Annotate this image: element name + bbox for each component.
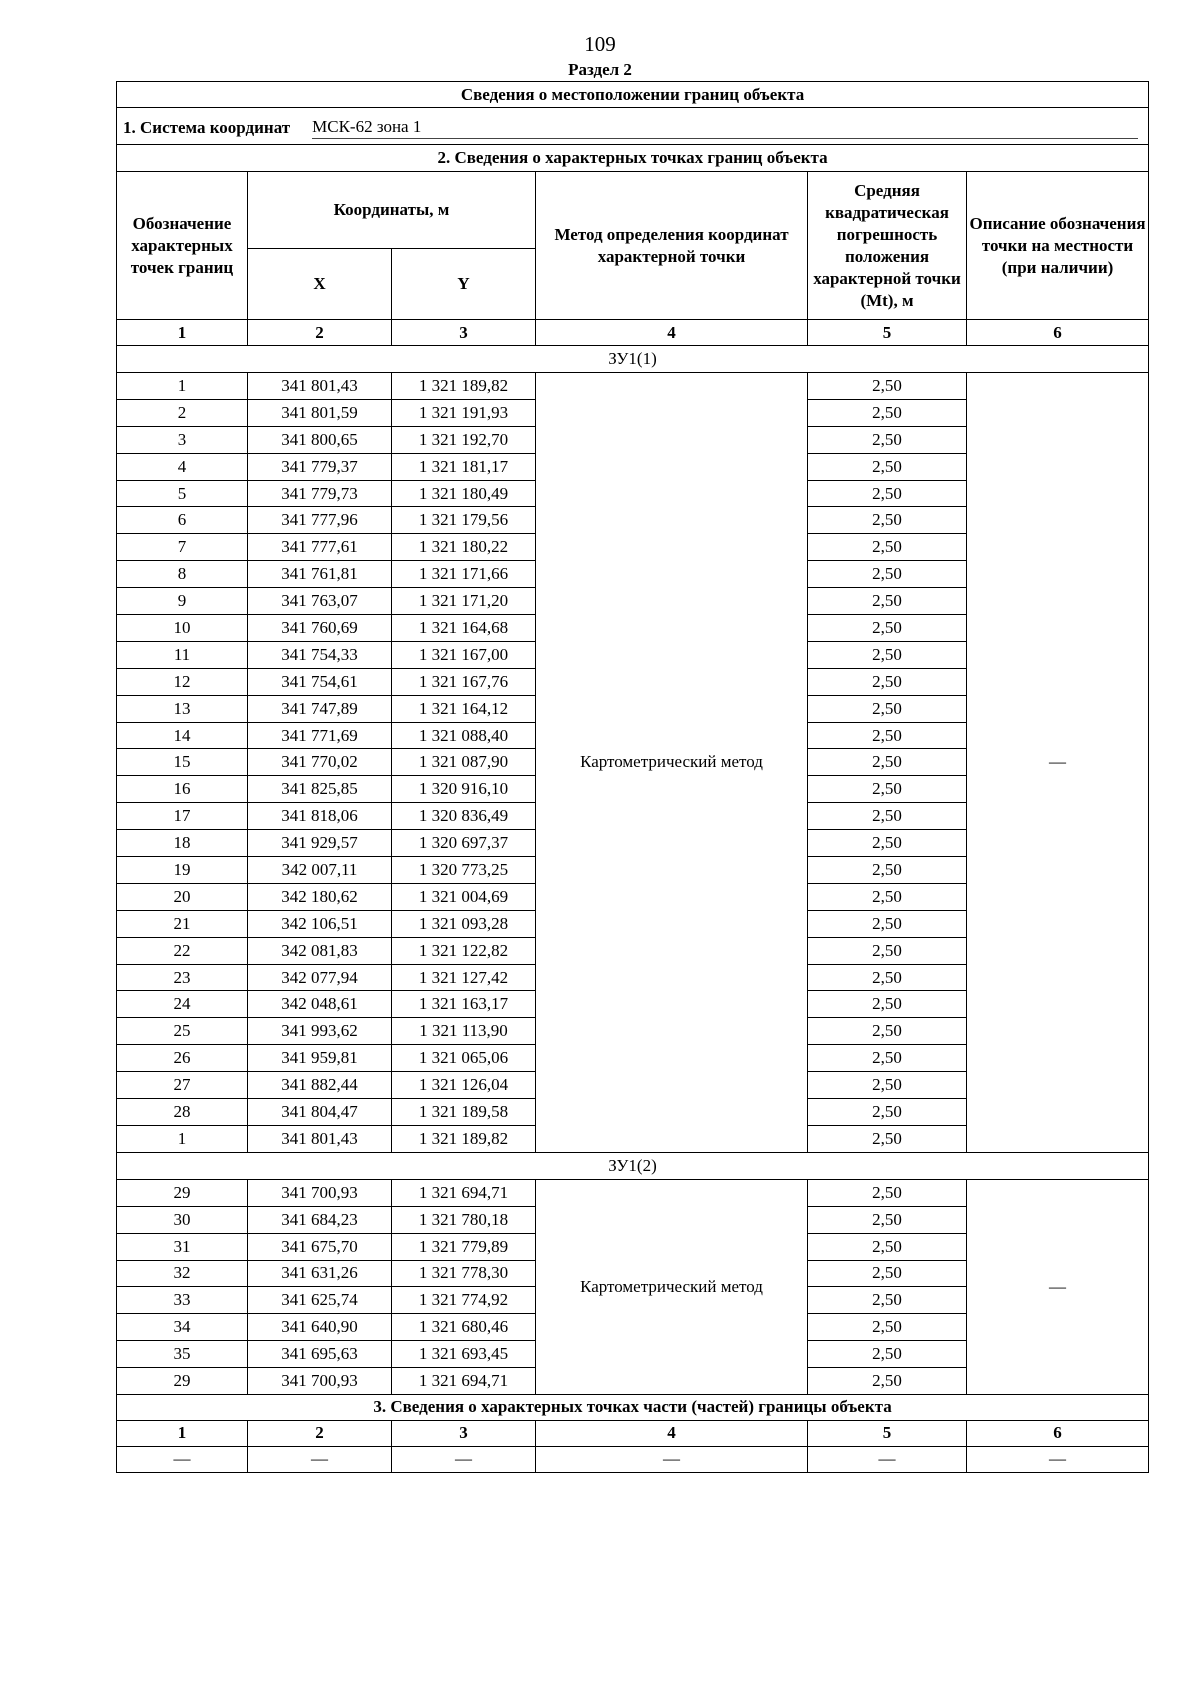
point-number: 9	[117, 588, 248, 615]
point-number: 4	[117, 453, 248, 480]
accuracy-value: 2,50	[808, 668, 967, 695]
accuracy-value: 2,50	[808, 399, 967, 426]
coord-x: 342 106,51	[248, 910, 392, 937]
point-number: 3	[117, 426, 248, 453]
accuracy-value: 2,50	[808, 641, 967, 668]
column-number: 5	[808, 1420, 967, 1446]
accuracy-value: 2,50	[808, 588, 967, 615]
coord-x: 341 700,93	[248, 1179, 392, 1206]
group-name: ЗУ1(1)	[117, 346, 1149, 373]
point-number: 14	[117, 722, 248, 749]
header-coordinates: Координаты, м	[248, 172, 536, 249]
coord-y: 1 320 697,37	[392, 830, 536, 857]
point-number: 25	[117, 1018, 248, 1045]
coord-system-label: 1. Система координат	[123, 118, 291, 137]
coord-x: 341 763,07	[248, 588, 392, 615]
coord-y: 1 321 167,76	[392, 668, 536, 695]
accuracy-value: 2,50	[808, 803, 967, 830]
point-number: 7	[117, 534, 248, 561]
coord-x: 341 631,26	[248, 1260, 392, 1287]
coord-y: 1 320 773,25	[392, 857, 536, 884]
header-x: X	[248, 249, 392, 320]
accuracy-value: 2,50	[808, 426, 967, 453]
coord-y: 1 321 093,28	[392, 910, 536, 937]
column-number: 2	[248, 1420, 392, 1446]
coord-x: 341 777,61	[248, 534, 392, 561]
accuracy-value: 2,50	[808, 1072, 967, 1099]
coord-x: 341 761,81	[248, 561, 392, 588]
accuracy-value: 2,50	[808, 991, 967, 1018]
column-numbers-row	[117, 320, 1149, 346]
table-row	[117, 373, 1149, 400]
coord-y: 1 320 836,49	[392, 803, 536, 830]
coord-y: 1 321 778,30	[392, 1260, 536, 1287]
point-number: 19	[117, 857, 248, 884]
column-number: 6	[967, 1420, 1149, 1446]
page-number: 109	[584, 32, 616, 56]
empty-cell: —	[248, 1446, 392, 1472]
accuracy-value: 2,50	[808, 830, 967, 857]
section-title: Раздел 2	[568, 60, 632, 79]
group-name: ЗУ1(2)	[117, 1152, 1149, 1179]
coord-x: 341 771,69	[248, 722, 392, 749]
point-number: 26	[117, 1045, 248, 1072]
point-number: 11	[117, 641, 248, 668]
header-description: Описание обозначения точки на местности (при наличии)	[967, 172, 1149, 320]
column-number: 2	[248, 320, 392, 346]
coord-x: 341 779,73	[248, 480, 392, 507]
points-title: 2. Сведения о характерных точках границ объекта	[117, 145, 1149, 172]
boundary-table	[116, 81, 1149, 1473]
coord-y: 1 321 127,42	[392, 964, 536, 991]
coord-x: 341 882,44	[248, 1072, 392, 1099]
description-cell: —	[967, 1179, 1149, 1394]
coord-y: 1 321 181,17	[392, 453, 536, 480]
group-row	[117, 346, 1149, 373]
coord-x: 341 777,96	[248, 507, 392, 534]
empty-cell: —	[808, 1446, 967, 1472]
point-number: 34	[117, 1314, 248, 1341]
accuracy-value: 2,50	[808, 883, 967, 910]
coord-y: 1 321 780,18	[392, 1206, 536, 1233]
point-number: 1	[117, 373, 248, 400]
method-cell: Картометрический метод	[536, 1179, 808, 1394]
parts-title: 3. Сведения о характерных точках части (частей) границы объекта	[117, 1394, 1149, 1420]
point-number: 24	[117, 991, 248, 1018]
coord-y: 1 321 179,56	[392, 507, 536, 534]
coord-x: 342 180,62	[248, 883, 392, 910]
column-number: 1	[117, 320, 248, 346]
empty-cell: —	[117, 1446, 248, 1472]
header-method: Метод определения координат характерной точки	[536, 172, 808, 320]
point-number: 29	[117, 1368, 248, 1395]
point-number: 31	[117, 1233, 248, 1260]
column-number: 3	[392, 320, 536, 346]
coord-y: 1 321 088,40	[392, 722, 536, 749]
point-number: 6	[117, 507, 248, 534]
coord-y: 1 321 164,68	[392, 615, 536, 642]
accuracy-value: 2,50	[808, 722, 967, 749]
coord-y: 1 321 774,92	[392, 1287, 536, 1314]
accuracy-value: 2,50	[808, 937, 967, 964]
coord-x: 341 929,57	[248, 830, 392, 857]
coord-y: 1 321 065,06	[392, 1045, 536, 1072]
accuracy-value: 2,50	[808, 1018, 967, 1045]
coord-x: 342 007,11	[248, 857, 392, 884]
accuracy-value: 2,50	[808, 1045, 967, 1072]
accuracy-value: 2,50	[808, 1341, 967, 1368]
header-designation: Обозначение характерных точек границ	[117, 172, 248, 320]
accuracy-value: 2,50	[808, 857, 967, 884]
coord-x: 341 993,62	[248, 1018, 392, 1045]
coord-y: 1 321 189,82	[392, 1125, 536, 1152]
coord-y: 1 321 693,45	[392, 1341, 536, 1368]
point-number: 35	[117, 1341, 248, 1368]
coord-y: 1 321 171,66	[392, 561, 536, 588]
point-number: 18	[117, 830, 248, 857]
point-number: 21	[117, 910, 248, 937]
point-number: 12	[117, 668, 248, 695]
coord-x: 341 675,70	[248, 1233, 392, 1260]
coord-x: 341 700,93	[248, 1368, 392, 1395]
coord-x: 341 801,43	[248, 1125, 392, 1152]
point-number: 32	[117, 1260, 248, 1287]
point-number: 20	[117, 883, 248, 910]
accuracy-value: 2,50	[808, 480, 967, 507]
coord-x: 341 754,61	[248, 668, 392, 695]
coord-x: 341 818,06	[248, 803, 392, 830]
point-number: 29	[117, 1179, 248, 1206]
accuracy-value: 2,50	[808, 1099, 967, 1126]
accuracy-value: 2,50	[808, 1368, 967, 1395]
point-number: 2	[117, 399, 248, 426]
accuracy-value: 2,50	[808, 749, 967, 776]
coord-y: 1 321 191,93	[392, 399, 536, 426]
accuracy-value: 2,50	[808, 910, 967, 937]
accuracy-value: 2,50	[808, 615, 967, 642]
column-number: 1	[117, 1420, 248, 1446]
point-number: 16	[117, 776, 248, 803]
coord-x: 341 640,90	[248, 1314, 392, 1341]
header-accuracy: Средняя квадратическая погрешность положения характерной точки (Mt), м	[808, 172, 967, 320]
accuracy-value: 2,50	[808, 1314, 967, 1341]
coord-y: 1 321 122,82	[392, 937, 536, 964]
point-number: 13	[117, 695, 248, 722]
coord-x: 342 077,94	[248, 964, 392, 991]
point-number: 27	[117, 1072, 248, 1099]
coord-x: 341 754,33	[248, 641, 392, 668]
coord-y: 1 321 113,90	[392, 1018, 536, 1045]
coord-y: 1 321 189,82	[392, 373, 536, 400]
group-row	[117, 1152, 1149, 1179]
column-number: 6	[967, 320, 1149, 346]
coord-x: 341 770,02	[248, 749, 392, 776]
coord-x: 341 760,69	[248, 615, 392, 642]
accuracy-value: 2,50	[808, 776, 967, 803]
coord-x: 342 048,61	[248, 991, 392, 1018]
accuracy-value: 2,50	[808, 1125, 967, 1152]
empty-cell: —	[967, 1446, 1149, 1472]
point-number: 1	[117, 1125, 248, 1152]
coord-y: 1 321 004,69	[392, 883, 536, 910]
accuracy-value: 2,50	[808, 964, 967, 991]
accuracy-value: 2,50	[808, 1206, 967, 1233]
table-title: Сведения о местоположении границ объекта	[117, 82, 1149, 108]
coord-y: 1 321 167,00	[392, 641, 536, 668]
coord-x: 341 804,47	[248, 1099, 392, 1126]
column-number: 3	[392, 1420, 536, 1446]
table-row	[117, 1179, 1149, 1206]
coord-y: 1 320 916,10	[392, 776, 536, 803]
coord-y: 1 321 192,70	[392, 426, 536, 453]
coord-x: 341 779,37	[248, 453, 392, 480]
accuracy-value: 2,50	[808, 1260, 967, 1287]
coord-y: 1 321 694,71	[392, 1179, 536, 1206]
accuracy-value: 2,50	[808, 1287, 967, 1314]
point-number: 10	[117, 615, 248, 642]
coord-y: 1 321 180,22	[392, 534, 536, 561]
method-cell: Картометрический метод	[536, 373, 808, 1153]
column-number: 4	[536, 1420, 808, 1446]
coord-y: 1 321 164,12	[392, 695, 536, 722]
point-number: 22	[117, 937, 248, 964]
header-y: Y	[392, 249, 536, 320]
coord-y: 1 321 163,17	[392, 991, 536, 1018]
coord-x: 342 081,83	[248, 937, 392, 964]
coord-x: 341 959,81	[248, 1045, 392, 1072]
coord-y: 1 321 180,49	[392, 480, 536, 507]
coord-y: 1 321 189,58	[392, 1099, 536, 1126]
coord-y: 1 321 680,46	[392, 1314, 536, 1341]
coord-y: 1 321 087,90	[392, 749, 536, 776]
empty-cell: —	[392, 1446, 536, 1472]
accuracy-value: 2,50	[808, 695, 967, 722]
coord-x: 341 825,85	[248, 776, 392, 803]
accuracy-value: 2,50	[808, 1179, 967, 1206]
coord-y: 1 321 694,71	[392, 1368, 536, 1395]
point-number: 8	[117, 561, 248, 588]
point-number: 28	[117, 1099, 248, 1126]
accuracy-value: 2,50	[808, 453, 967, 480]
accuracy-value: 2,50	[808, 1233, 967, 1260]
parts-empty-row	[117, 1446, 1149, 1472]
accuracy-value: 2,50	[808, 373, 967, 400]
point-number: 17	[117, 803, 248, 830]
column-number: 5	[808, 320, 967, 346]
coord-x: 341 625,74	[248, 1287, 392, 1314]
point-number: 5	[117, 480, 248, 507]
coord-system-value: МСК-62 зона 1	[312, 117, 1138, 139]
empty-cell: —	[536, 1446, 808, 1472]
point-number: 33	[117, 1287, 248, 1314]
coord-x: 341 801,59	[248, 399, 392, 426]
accuracy-value: 2,50	[808, 507, 967, 534]
coord-x: 341 747,89	[248, 695, 392, 722]
description-cell: —	[967, 373, 1149, 1153]
point-number: 23	[117, 964, 248, 991]
coord-x: 341 801,43	[248, 373, 392, 400]
parts-column-numbers-row	[117, 1420, 1149, 1446]
coord-y: 1 321 126,04	[392, 1072, 536, 1099]
point-number: 15	[117, 749, 248, 776]
coord-x: 341 695,63	[248, 1341, 392, 1368]
coord-x: 341 684,23	[248, 1206, 392, 1233]
accuracy-value: 2,50	[808, 561, 967, 588]
coord-system-row	[117, 108, 1149, 145]
coord-x: 341 800,65	[248, 426, 392, 453]
column-number: 4	[536, 320, 808, 346]
coord-y: 1 321 171,20	[392, 588, 536, 615]
accuracy-value: 2,50	[808, 534, 967, 561]
point-number: 30	[117, 1206, 248, 1233]
coord-y: 1 321 779,89	[392, 1233, 536, 1260]
